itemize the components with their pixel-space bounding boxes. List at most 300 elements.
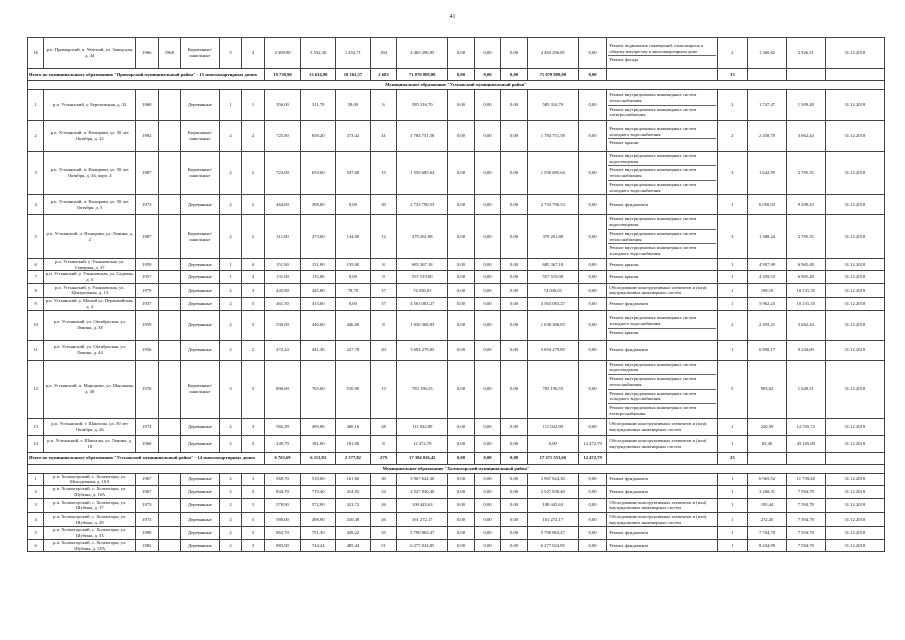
wall-material: Деревянные (181, 258, 220, 270)
local-share: 0,00 (501, 38, 528, 69)
year-commissioned (158, 340, 180, 360)
area-living: 3 532,30 (301, 38, 336, 69)
local-share: 0,00 (501, 340, 528, 360)
wall-material: Деревянные (181, 298, 220, 310)
unit-limit: 2 926,51 (786, 38, 825, 69)
table-row (28, 121, 885, 152)
work-types-cell (607, 360, 717, 418)
row-number: 12 (28, 360, 44, 418)
work-count: 3 (717, 215, 748, 258)
year-built: 1937 (136, 298, 158, 310)
table-row (28, 435, 885, 452)
owners-share: 3 694 279,85 (527, 340, 578, 360)
work-type: Ремонт крыши (609, 140, 639, 146)
entrances-count: 3 (242, 435, 264, 452)
area-living: 510,00 (301, 473, 336, 485)
work-types-cell (607, 283, 717, 297)
residents-count: 12 (370, 215, 397, 258)
extra-share: 0,00 (578, 360, 607, 418)
address-cell: р.п. Устьянский, ул. Октябрьская, ул. Ленина, д. 38 (44, 310, 136, 340)
regional-share: 0,00 (474, 498, 501, 512)
work-types-cell (607, 498, 717, 512)
owners-share: 161 272,17 (527, 512, 578, 526)
entrances-count: 4 (242, 258, 264, 270)
work-count: 2 (717, 121, 748, 152)
entrances-count: 3 (242, 298, 264, 310)
floors-count: 2 (219, 340, 241, 360)
unit-cost: 1 388,24 (748, 215, 787, 258)
regional-share: 0,00 (474, 512, 501, 526)
residents-count: 8 (370, 258, 397, 270)
local-share: 0,00 (501, 271, 528, 283)
work-type: Ремонт внутридомовых инженерных систем теплоснабжения (608, 375, 715, 389)
work-type: Ремонт внутридомовых инженерных систем теплоснабжения (608, 166, 715, 180)
address-cell: р.п. Приморский, п. Уемский, ул. Заводская, д. 44 (44, 38, 136, 69)
page-number: 41 (449, 14, 456, 20)
deadline: 31.12.2018 (825, 486, 884, 498)
owners-share: 1 550 685,64 (527, 152, 578, 195)
fund-share: 0,00 (448, 418, 475, 435)
work-type: Ремонт внутридомовых инженерных систем теплоснабжения (608, 91, 715, 105)
total-cost: 12 472,79 (397, 435, 448, 452)
work-count: 1 (717, 435, 748, 452)
address-cell: р.п. Устьянский, т. Шангалы, ул. 50 лет Октября, д. 26 (44, 418, 136, 435)
unit-limit: 3 662,44 (786, 310, 825, 340)
work-count: 1 (717, 340, 748, 360)
unit-cost: 198,10 (748, 283, 787, 297)
owners-share: 379 261,88 (527, 215, 578, 258)
fund-share: 0,00 (448, 283, 475, 297)
work-count: 2 (717, 38, 748, 69)
area-municipal: 227,78 (336, 340, 371, 360)
year-built: 1968 (136, 90, 158, 121)
deadline: 31.12.2018 (825, 539, 884, 551)
extra-share: 0,00 (578, 258, 607, 270)
unit-cost: 4 259,53 (748, 271, 787, 283)
area-total: 464,60 (264, 195, 301, 215)
year-built: 1959 (136, 310, 158, 340)
entrances-count: 3 (242, 283, 264, 297)
area-living: 659,00 (301, 152, 336, 195)
regional-share: 0,00 (474, 90, 501, 121)
area-municipal: 510,00 (336, 360, 371, 418)
address-cell: р.п. Устьянский, п. Налирови, ул. 50 лет Октября, д. 34, корп. 4 (44, 152, 136, 195)
total-area-municipal: 10 162,57 (336, 69, 371, 81)
row-number: 3 (28, 152, 44, 195)
unit-cost: 3 268,31 (748, 486, 787, 498)
work-types-cell (607, 271, 717, 283)
local-share: 0,00 (501, 360, 528, 418)
wall-material: Кирпичные/ панельные (181, 121, 220, 152)
work-count: 1 (717, 418, 748, 435)
year-built: 1973 (136, 498, 158, 512)
area-living: 311,70 (301, 90, 336, 121)
regional-share: 0,00 (474, 310, 501, 340)
year-commissioned (158, 215, 180, 258)
fund-share: 0,00 (448, 215, 475, 258)
total-cost: 585 316,70 (397, 90, 448, 121)
residents-count: 13 (370, 360, 397, 418)
total-cost: 2 527 830,40 (397, 486, 448, 498)
year-built: 1968 (136, 435, 158, 452)
area-total: 896,60 (264, 360, 301, 418)
work-type: Ремонт внутридомовых инженерных систем электроснабжения (609, 405, 697, 416)
area-municipal: 58,00 (336, 90, 371, 121)
year-commissioned (158, 473, 180, 485)
extra-share: 0,00 (578, 498, 607, 512)
area-living: 441,30 (301, 340, 336, 360)
work-type: Обследование конструктивных элементов и (или) внутридомовых инженерных систем (609, 420, 707, 432)
work-types-cell (607, 340, 717, 360)
owners-share: 74 036,01 (527, 283, 578, 297)
local-share: 0,00 (501, 527, 528, 539)
year-commissioned (158, 152, 180, 195)
row-number: 7 (28, 271, 44, 283)
deadline: 31.12.2018 (825, 283, 884, 297)
residents-count: 55 (370, 527, 397, 539)
owners-share: 2 527 830,40 (527, 486, 578, 498)
floors-count: 2 (219, 527, 241, 539)
section-total-label: Итого по муниципальному образованию "Приморский муниципальный район" - 15 многоквартирных домов (28, 69, 265, 81)
area-living: 413,00 (301, 298, 336, 310)
total-area-living: 13 634,90 (301, 69, 336, 81)
table-row (28, 360, 885, 418)
wall-material: Кирпичные/ панельные (181, 360, 220, 418)
address-cell: р.п. Устьянский, п. Налирови, ул. Ленина, д. 2 (44, 215, 136, 258)
work-type: Обследование конструктивных элементов и (или) внутридомовых инженерных систем (609, 284, 707, 296)
row-number: 11 (28, 340, 44, 360)
unit-cost: 8 434,99 (748, 539, 787, 551)
year-commissioned (158, 512, 180, 526)
deadline: 31.12.2018 (825, 258, 884, 270)
total-cost: 783 196,55 (397, 360, 448, 418)
regional-share: 0,00 (474, 121, 501, 152)
area-municipal: 181,00 (336, 435, 371, 452)
regional-share: 0,00 (474, 473, 501, 485)
address-cell: р.п. Холмогорский, с. Холмогоры, ул. Шубина, д. 33 (44, 527, 136, 539)
year-commissioned (158, 121, 180, 152)
owners-share: 2 733 790,53 (527, 195, 578, 215)
local-share: 0,00 (501, 152, 528, 195)
residents-count: 26 (370, 512, 397, 526)
unit-limit: 12 535,72 (786, 418, 825, 435)
work-types-cell (607, 152, 717, 195)
fund-share: 0,00 (448, 310, 475, 340)
work-type: Ремонт крыши (609, 274, 639, 280)
local-share: 0,00 (501, 539, 528, 551)
local-share: 0,00 (501, 512, 528, 526)
wall-material: Кирпичные/ панельные (181, 215, 220, 258)
unit-cost: 4 997,99 (748, 258, 787, 270)
residents-count: 28 (370, 418, 397, 435)
total-residents: 279 (370, 452, 397, 464)
total-cost: 1 784 751,58 (397, 121, 448, 152)
row-number: 1 (28, 473, 44, 485)
work-type: Ремонт внутридомовых инженерных систем холодного водоснабжения (608, 390, 715, 404)
wall-material: Деревянные (181, 195, 220, 215)
total-cost: 557 519,00 (397, 271, 448, 283)
total-area-municipal: 2 377,82 (336, 452, 371, 464)
area-municipal: 1 452,71 (336, 38, 371, 69)
year-built: 1980 (136, 527, 158, 539)
work-types-cell (607, 310, 717, 340)
fund-share: 0,00 (448, 539, 475, 551)
work-type: Ремонт фундамента (609, 488, 649, 494)
extra-share: 0,00 (578, 38, 607, 69)
table-row (28, 418, 885, 435)
unit-limit: 6 965,48 (786, 258, 825, 270)
local-share: 0,00 (501, 195, 528, 215)
total-residents: 2 683 (370, 69, 397, 81)
area-total: 569,70 (264, 473, 301, 485)
total-cost: 3 694 279,85 (397, 340, 448, 360)
row-number: 6 (28, 258, 44, 270)
owners-share: 557 519,00 (527, 271, 578, 283)
floors-count: 2 (219, 298, 241, 310)
extra-share: 0,00 (578, 283, 607, 297)
floors-count: 2 (219, 283, 241, 297)
unit-limit: 7 594,78 (786, 527, 825, 539)
unit-cost: 1 747,47 (748, 90, 787, 121)
work-types-cell (607, 215, 717, 258)
entrances-count: 2 (242, 152, 264, 195)
floors-count: 1 (219, 258, 241, 270)
unit-cost: 2 458,70 (748, 121, 787, 152)
address-cell: р.п. Холмогорский, с. Холмогоры, ул. Шубина, д. 16А (44, 486, 136, 498)
work-type: Ремонт внутридомовых инженерных систем электроснабжения (609, 106, 697, 118)
residents-count: 30 (370, 195, 397, 215)
work-types-cell (607, 195, 717, 215)
year-built: 1987 (136, 152, 158, 195)
work-types-cell (607, 298, 717, 310)
year-commissioned (158, 418, 180, 435)
local-share: 0,00 (501, 310, 528, 340)
wall-material: Деревянные (181, 473, 220, 485)
year-built: 1982 (136, 539, 158, 551)
fund-share: 0,00 (448, 512, 475, 526)
area-total: 249,79 (264, 435, 301, 452)
extra-share: 0,00 (578, 90, 607, 121)
area-total: 863,70 (264, 527, 301, 539)
municipality-heading-row (28, 464, 885, 473)
total-work-count: 33 (717, 69, 748, 81)
deadline: 31.12.2018 (825, 435, 884, 452)
unit-cost: 903,62 (748, 360, 787, 418)
area-municipal: 410,49 (336, 512, 371, 526)
table-row (28, 38, 885, 69)
extra-share: 0,00 (578, 527, 607, 539)
area-total: 445,80 (264, 283, 301, 297)
area-municipal: 446,00 (336, 310, 371, 340)
year-commissioned (158, 90, 180, 121)
work-type: Ремонт крыши (609, 329, 639, 335)
area-living: 751,30 (301, 527, 336, 539)
section-total-row (28, 452, 885, 464)
area-total: 311,00 (264, 215, 301, 258)
work-types-cell (607, 258, 717, 270)
fund-share: 0,00 (448, 258, 475, 270)
unit-limit: 9 244,69 (786, 340, 825, 360)
area-living: 499,96 (301, 418, 336, 435)
year-commissioned: 1968 (158, 38, 180, 69)
unit-limit: 3 662,44 (786, 121, 825, 152)
extra-share: 0,00 (578, 310, 607, 340)
wall-material: Кирпичные/ панельные (181, 152, 220, 195)
residents-count: 41 (370, 121, 397, 152)
floors-count: 2 (219, 473, 241, 485)
unit-limit: 1 509,48 (786, 90, 825, 121)
local-share: 0,00 (501, 215, 528, 258)
year-commissioned (158, 498, 180, 512)
total-fund: 0,00 (448, 69, 475, 81)
residents-count: 20 (370, 340, 397, 360)
residents-count: 9 (370, 271, 397, 283)
wall-material: Деревянные (181, 435, 220, 452)
work-type: Ремонт фундамента (609, 301, 649, 307)
table-row (28, 152, 885, 195)
work-types-cell (607, 527, 717, 539)
local-share: 0,00 (501, 473, 528, 485)
area-municipal: 414,92 (336, 486, 371, 498)
work-types-cell (607, 38, 717, 69)
owners-share: 111 022,89 (527, 418, 578, 435)
work-type: Ремонт внутридомовых инженерных систем водоотведения (608, 215, 715, 229)
work-count: 5 (717, 360, 748, 418)
work-type: Ремонт внутридомовых инженерных систем водоотведения (608, 361, 715, 375)
local-share: 0,00 (501, 298, 528, 310)
total-cost: 1 550 685,64 (397, 152, 448, 195)
address-cell: р.п. Устьянский, ул. Октябрьская, ул. Ленина, д. 44 (44, 340, 136, 360)
entrances-count: 3 (242, 498, 264, 512)
deadline: 31.12.2018 (825, 340, 884, 360)
deadline: 31.12.2018 (825, 473, 884, 485)
deadline: 31.12.2018 (825, 498, 884, 512)
table-row (28, 527, 885, 539)
fund-share: 0,00 (448, 90, 475, 121)
table-row (28, 195, 885, 215)
extra-share: 0,00 (578, 473, 607, 485)
total-works (607, 452, 717, 464)
year-commissioned (158, 195, 180, 215)
wall-material: Деревянные (181, 539, 220, 551)
work-types-cell (607, 121, 717, 152)
owners-share: 783 196,55 (527, 360, 578, 418)
area-total: 356,00 (264, 90, 301, 121)
row-number: 8 (28, 283, 44, 297)
year-built: 1982 (136, 121, 158, 152)
unit-limit: 10 131,35 (786, 283, 825, 297)
extra-share: 0,00 (578, 195, 607, 215)
total-c2 (786, 69, 825, 81)
deadline: 31.12.2018 (825, 90, 884, 121)
area-municipal: 135,00 (336, 258, 371, 270)
floors-count: 2 (219, 195, 241, 215)
owners-share: 1 030 368,83 (527, 310, 578, 340)
work-count: 1 (717, 271, 748, 283)
extra-share: 12 472,79 (578, 435, 607, 452)
total-cost: 1 030 368,83 (397, 310, 448, 340)
unit-cost: 6 890,17 (748, 340, 787, 360)
work-type: Обследование конструктивных элементов и (или) внутридомовых инженерных систем (609, 499, 707, 511)
capital-repair-register-table (27, 37, 885, 552)
deadline: 31.12.2018 (825, 271, 884, 283)
wall-material: Деревянные (181, 271, 220, 283)
address-cell: р.п. Устьянский, у. Малый ул. Первомайская, д. 4 (45, 298, 134, 309)
year-built: 1957 (136, 271, 158, 283)
unit-cost: 5 962,23 (748, 298, 787, 310)
residents-count: 37 (370, 283, 397, 297)
area-living: 744,24 (301, 539, 336, 551)
extra-share: 0,00 (578, 121, 607, 152)
total-area: 6 763,69 (264, 452, 301, 464)
entrances-count: 3 (242, 512, 264, 526)
owners-share: 6 277 024,85 (527, 539, 578, 551)
owners-share: 108 445,63 (527, 498, 578, 512)
owners-share: 5 790 863,47 (527, 527, 578, 539)
deadline: 31.12.2018 (825, 360, 884, 418)
year-commissioned (158, 283, 180, 297)
table-row (28, 298, 885, 310)
address-cell: р.п. Устьянский, п. Налирови, ул. 50 лет Октября, д. 5 (44, 195, 136, 215)
regional-share: 0,00 (474, 527, 501, 539)
area-total: 461,50 (264, 298, 301, 310)
fund-share: 0,00 (448, 340, 475, 360)
area-living: 719,40 (301, 486, 336, 498)
year-built: 1959 (136, 258, 158, 270)
unit-cost: 220,59 (748, 418, 787, 435)
total-cost: 71 070 889,08 (397, 69, 448, 81)
row-number: 9 (28, 298, 44, 310)
total-fund: 0,00 (448, 452, 475, 464)
year-built: 1967 (136, 473, 158, 485)
unit-limit: 43 165,00 (786, 435, 825, 452)
address-cell: р.п. Устьянский, п. Налирови, ул. 50 лет Октября, д. 32 (44, 121, 136, 152)
table-row (28, 539, 885, 551)
work-count: 1 (717, 512, 748, 526)
row-number: 6 (28, 539, 44, 551)
address-cell: р.п. Устьянский, т. Шангалы, ул. Ленина, д. 18 (44, 435, 136, 452)
work-type: Ремонт внутридомовых инженерных систем водоотведения (608, 152, 715, 166)
total-area: 19 738,90 (264, 69, 301, 81)
entrances-count: 2 (242, 195, 264, 215)
fund-share: 0,00 (448, 435, 475, 452)
area-living: 398,60 (301, 195, 336, 215)
local-share: 0,00 (501, 90, 528, 121)
address-cell: р.п. Холмогорский, с. Холмогоры, ул. Шубина, д. 35А (44, 539, 136, 551)
area-living: 445,80 (301, 283, 336, 297)
year-commissioned (158, 527, 180, 539)
deadline: 31.12.2018 (825, 121, 884, 152)
total-works (607, 69, 717, 81)
row-number: 4 (28, 195, 44, 215)
entrances-count: 2 (242, 340, 264, 360)
area-municipal: 485,44 (336, 539, 371, 551)
entrances-count: 3 (242, 418, 264, 435)
work-type: Ремонт внутридомовых инженерных систем холодного водоснабжения (609, 181, 697, 193)
entrances-count: 3 (242, 310, 264, 340)
address-cell: р.п. Холмогорский, с. Холмогоры, ул. Молодежная, д. 10А (44, 473, 136, 485)
area-municipal: 321,72 (336, 498, 371, 512)
area-total: 582,39 (264, 418, 301, 435)
unit-limit: 7 594,78 (786, 539, 825, 551)
table-row (28, 340, 885, 360)
address-cell: р.п. Холмогорский, с. Холмогоры, ул. Шубина, д. 17 (44, 498, 136, 512)
regional-share: 0,00 (474, 195, 501, 215)
residents-count: 6 (370, 90, 397, 121)
address-cell: р.п. Устьянский, у. Березницкая, д. 32 (44, 90, 136, 121)
unit-limit: 10 131,35 (786, 298, 825, 310)
unit-cost: 7 704,70 (748, 527, 787, 539)
